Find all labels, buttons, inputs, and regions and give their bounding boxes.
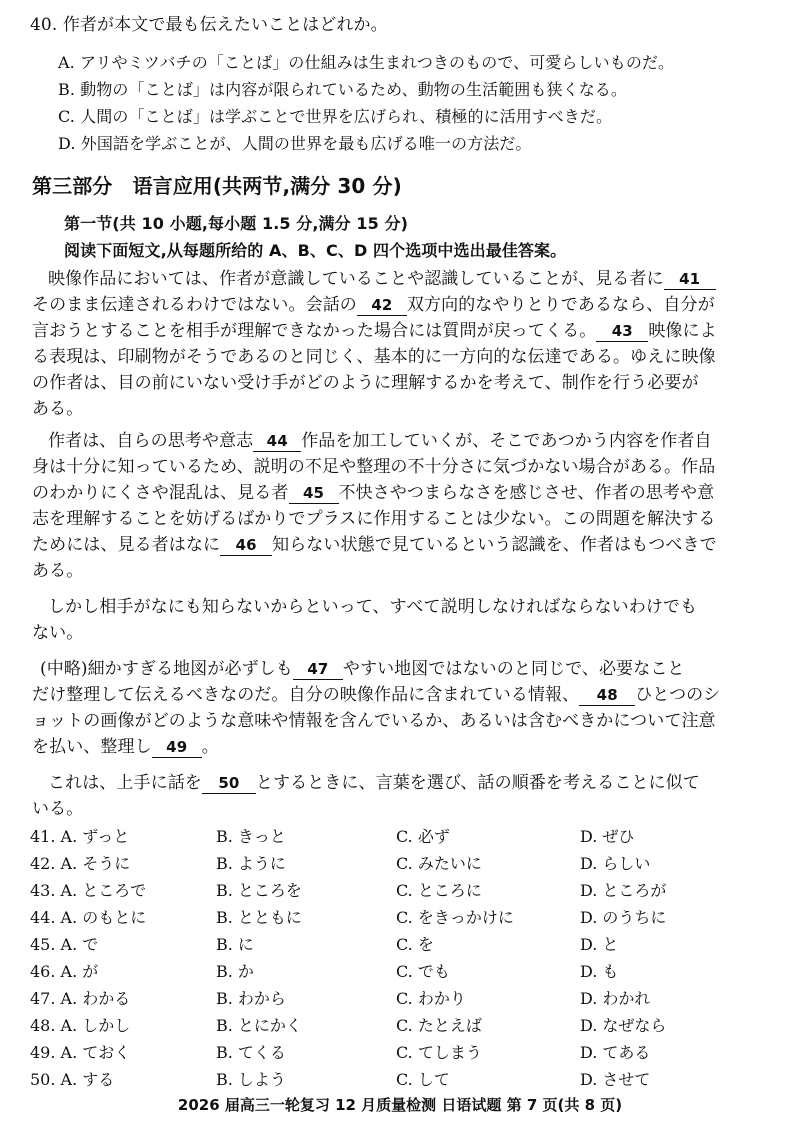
passage-text: これは、上手に話を [48, 773, 202, 793]
blank-41: 41 [664, 269, 716, 290]
passage-text: 映像によ [648, 321, 717, 341]
option-50-c: C. して [396, 1070, 450, 1089]
passage-text: のわかりにくさや混乱は、見る者 [32, 483, 289, 503]
option-43-a: 43. A. ところで [30, 881, 147, 900]
passage-line: ある。 [32, 561, 84, 581]
option-42-a: 42. A. そうに [30, 854, 131, 873]
option-46-c: C. でも [396, 962, 450, 981]
passage-text: 作品を加工していくが、そこであつかう内容を作者自 [301, 431, 712, 451]
passage-line [32, 318, 782, 344]
option-44-b: B. とともに [216, 908, 302, 927]
passage-line: いる。 [32, 799, 84, 819]
option-45-a: 45. A. で [30, 935, 99, 954]
option-48-a: 48. A. しかし [30, 1016, 131, 1035]
passage-line: ある。 [32, 399, 84, 419]
passage-line [32, 292, 782, 318]
option-50-b: B. しよう [216, 1070, 286, 1089]
option-41-d: D. ぜひ [580, 827, 635, 846]
option-47-b: B. わから [216, 989, 286, 1008]
option-43-c: C. ところに [396, 881, 482, 900]
option-44-d: D. のうちに [580, 908, 667, 927]
passage-line: る表現は、印刷物がそうであるのと同じく、基本的に一方向的な伝達である。ゆえに映像 [32, 347, 716, 367]
options-row-42 [30, 851, 780, 877]
option-47-a: 47. A. わかる [30, 989, 131, 1008]
passage-text: 。 [201, 737, 219, 757]
passage-text: だけ整理して伝えるべきなのだ。自分の映像作品に含まれている情報、 [32, 685, 580, 705]
passage-text: 作者は、自らの思考や意志 [48, 431, 254, 451]
passage-text: 不快さやつまらなさを感じさせ、作者の思考や意 [338, 483, 715, 503]
blank-42: 42 [357, 295, 407, 316]
option-45-c: C. を [396, 935, 434, 954]
passage-line: の作者は、目の前にいない受け手がどのように理解するかを考えて、制作を行う必要が [32, 373, 699, 393]
passage-text: (中略)細かすぎる地図が必ずしも [40, 659, 293, 679]
option-43-b: B. ところを [216, 881, 302, 900]
section-instruction: 阅读下面短文,从每题所给的 A、B、C、D 四个选项中选出最佳答案。 [64, 241, 567, 260]
blank-43: 43 [596, 321, 648, 342]
option-48-c: C. たとえば [396, 1016, 482, 1035]
option-46-b: B. か [216, 962, 254, 981]
section-title: 第三部分 语言应用(共两节,满分 30 分) [32, 174, 402, 198]
section-subtitle: 第一节(共 10 小题,每小题 1.5 分,满分 15 分) [64, 214, 409, 233]
passage-text: とするときに、言葉を選び、話の順番を考えることに似て [255, 773, 700, 793]
blank-50: 50 [202, 773, 256, 794]
passage-line: 身は十分に知っているため、説明の不足や整理の不十分さに気づかない場合がある。作品 [32, 457, 716, 477]
option-49-b: B. てくる [216, 1043, 286, 1062]
option-49-a: 49. A. ておく [30, 1043, 131, 1062]
passage-text: 知らない状態で見ているという認識を、作者はもつべきで [272, 535, 717, 555]
option-42-b: B. ように [216, 854, 286, 873]
options-row-45 [30, 932, 780, 958]
blank-44: 44 [253, 431, 301, 452]
passage-line: ない。 [32, 623, 84, 643]
passage-line [40, 656, 790, 682]
options-row-43 [30, 878, 780, 904]
option-49-d: D. てある [580, 1043, 651, 1062]
option-45-d: D. と [580, 935, 619, 954]
question-40-option-a: A. アリやミツバチの「ことば」の仕組みは生まれつきのもので、可愛らしいものだ。 [58, 53, 675, 72]
passage-line [48, 266, 798, 292]
passage-line [48, 428, 798, 454]
option-50-d: D. させて [580, 1070, 651, 1089]
option-46-d: D. も [580, 962, 619, 981]
options-row-49 [30, 1040, 780, 1066]
options-row-47 [30, 986, 780, 1012]
passage-text: ひとつのシ [635, 685, 721, 705]
options-row-48 [30, 1013, 780, 1039]
option-41-b: B. きっと [216, 827, 286, 846]
blank-47: 47 [293, 659, 343, 680]
option-45-b: B. に [216, 935, 254, 954]
passage-text: やすい地図ではないのと同じで、必要なこと [342, 659, 685, 679]
option-44-c: C. をきっかけに [396, 908, 514, 927]
blank-49: 49 [152, 737, 202, 758]
options-row-41 [30, 824, 780, 850]
option-48-d: D. なぜなら [580, 1016, 667, 1035]
question-40-option-b: B. 動物の「ことば」は内容が限られているため、動物の生活範囲も狭くなる。 [58, 80, 627, 99]
blank-48: 48 [579, 685, 635, 706]
passage-line [32, 682, 782, 708]
options-row-46 [30, 959, 780, 985]
question-40-stem: 40. 作者が本文で最も伝えたいことはどれか。 [30, 15, 388, 35]
question-40-option-d: D. 外国語を学ぶことが、人間の世界を最も広げる唯一の方法だ。 [58, 134, 532, 153]
page-footer: 2026 届高三一轮复习 12 月质量检测 日语试题 第 7 页(共 8 页) [177, 1096, 623, 1114]
passage-text: 言おうとすることを相手が理解できなかった場合には質問が戻ってくる。 [32, 321, 597, 341]
passage-line [48, 770, 798, 796]
option-44-a: 44. A. のもとに [30, 908, 147, 927]
passage-line [32, 532, 782, 558]
passage-text: そのまま伝達されるわけではない。会話の [32, 295, 357, 315]
option-50-a: 50. A. する [30, 1070, 115, 1089]
passage-line: しかし相手がなにも知らないからといって、すべて説明しなければならないわけでも [48, 597, 698, 617]
passage-text: 双方向的なやりとりであるなら、自分が [406, 295, 715, 315]
passage-text: を払い、整理し [32, 737, 152, 757]
passage-text: 映像作品においては、作者が意識していることや認識していることが、見る者に [48, 269, 664, 289]
options-row-44 [30, 905, 780, 931]
options-row-50 [30, 1067, 780, 1093]
option-49-c: C. てしまう [396, 1043, 482, 1062]
option-47-d: D. わかれ [580, 989, 651, 1008]
passage-text: ためには、見る者はなに [32, 535, 221, 555]
question-40-option-c: C. 人間の「ことば」は学ぶことで世界を広げられ、積極的に活用すべきだ。 [58, 107, 613, 126]
blank-46: 46 [220, 535, 272, 556]
option-41-a: 41. A. ずっと [30, 827, 130, 846]
passage-line: ョットの画像がどのような意味や情報を含んでいるか、あるいは含むべきかについて注意 [32, 711, 716, 731]
option-48-b: B. とにかく [216, 1016, 302, 1035]
option-46-a: 46. A. が [30, 962, 99, 981]
blank-45: 45 [289, 483, 339, 504]
passage-line: 志を理解することを妨げるばかりでプラスに作用することは少ない。この問題を解決する [32, 509, 716, 529]
option-43-d: D. ところが [580, 881, 667, 900]
option-42-d: D. らしい [580, 854, 651, 873]
option-47-c: C. わかり [396, 989, 466, 1008]
passage-line [32, 480, 782, 506]
option-42-c: C. みたいに [396, 854, 482, 873]
passage-line [32, 734, 782, 760]
option-41-c: C. 必ず [396, 827, 450, 846]
